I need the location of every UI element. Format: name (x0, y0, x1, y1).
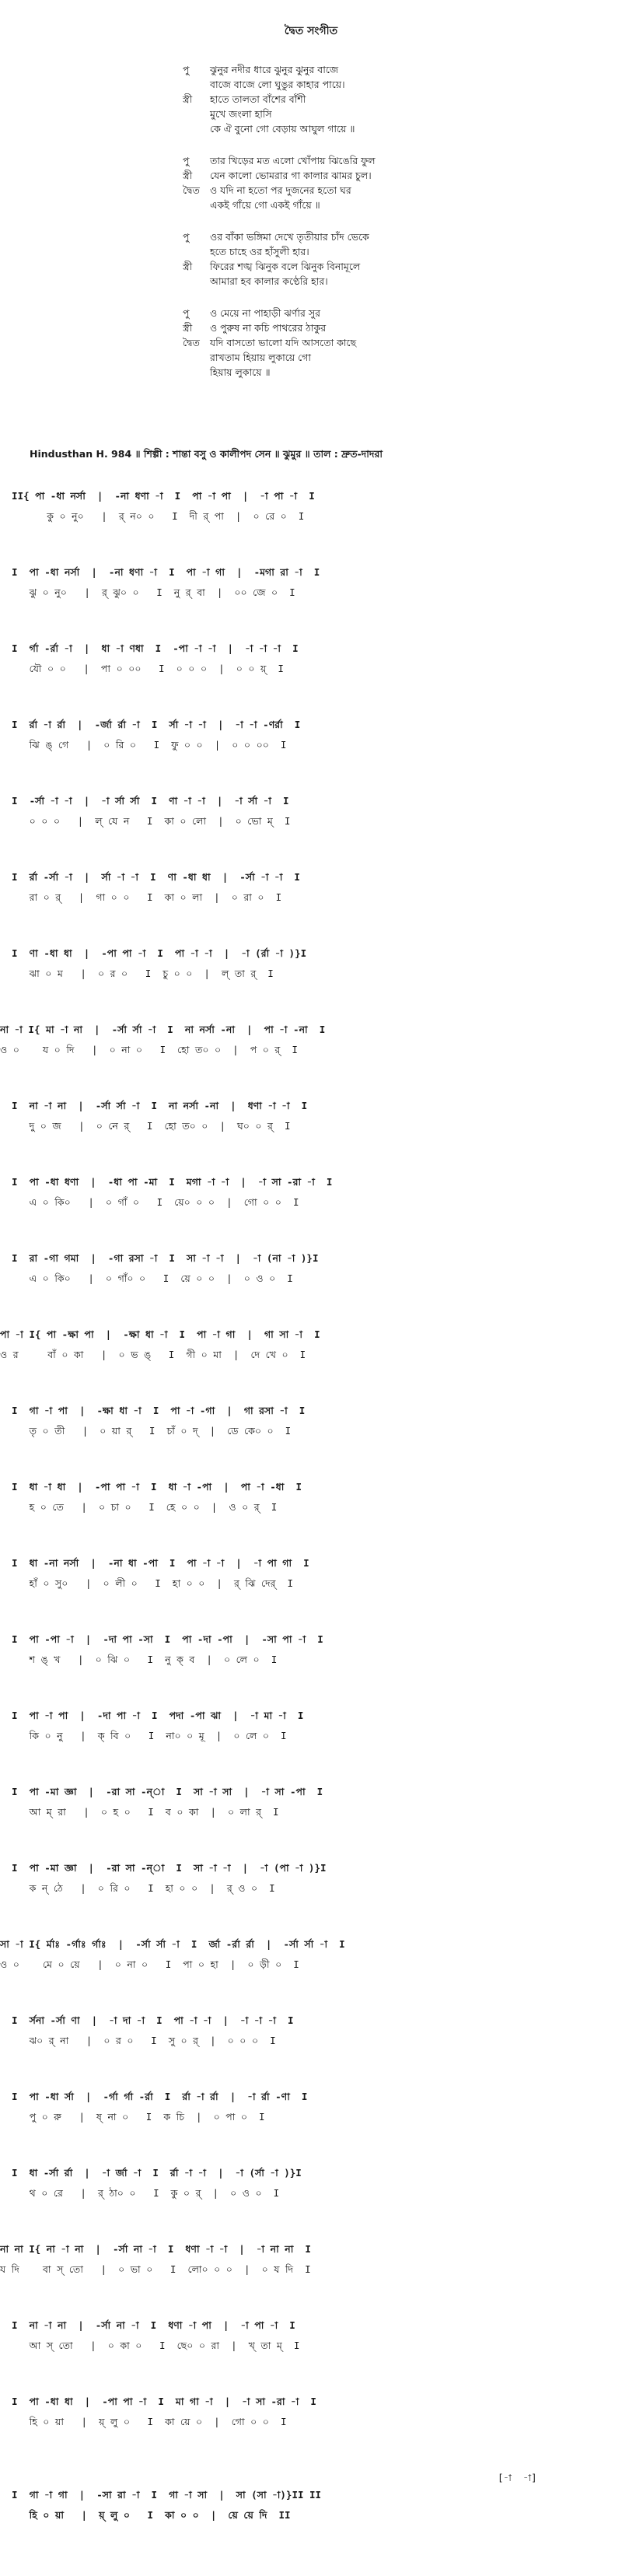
notation-row (0, 1633, 622, 1680)
lyric-syllable-line: যৌ ০ ০ | পা ০ ০০ I ০ ০ ০ | ০ ০ য়্ I (0, 663, 284, 674)
notation-row (0, 1557, 622, 1604)
lyric-syllable-line: কি ০ নু | ক্ বি ০ I না০ ০ মূ | ০ লে ০ I (0, 1730, 287, 1741)
singer-label (183, 107, 210, 121)
lyric-syllable-line: কু ০ নু০ | র্ ন০ ০ I দী র্ পা | ০ রে ০ I (0, 510, 305, 522)
singer-label: স্ত্রী (183, 322, 193, 334)
swara-line: I গা -া গা | -সা রা -া I গা -া সা | সা (সা -া)}II II (0, 2489, 322, 2501)
notation-row (0, 1252, 622, 1299)
swara-line: I ধা -না নর্সা | -না ধা -পা I পা -া -া | -া পা গা I (0, 1557, 309, 1569)
notation-row (0, 1176, 622, 1223)
notation-row (0, 1024, 622, 1070)
singer-label: পু (183, 64, 190, 75)
swara-line: I পা -পা -া | -দা পা -সা I পা -দা -পা | -সা পা -া I (0, 1633, 323, 1645)
swara-line: I র্গা -র্রা -া | ধা -া ণধা I -পা -া -া | -া -া -া I (0, 642, 299, 654)
lyric-text: ও মেয়ে না পাহাড়ী ঝর্ণার সুর (210, 307, 321, 319)
lyric-syllable-line: ক ন্ ঠে | ০ রি ০ I হা ০ ০ | র্ ও ০ I (0, 1882, 275, 1894)
lyric-text: যেন কালো ভোমরার গা কালার ঝামর চুল। (210, 170, 372, 181)
notation-row (0, 1786, 622, 1832)
singer-label: স্ত্রী (183, 93, 193, 105)
lyric-text: ও পুরুষ না কচি পাথরের ঠাকুর (210, 322, 327, 334)
lyric-line (183, 365, 587, 380)
notation-row (0, 871, 622, 918)
swara-line: I র্সনা -র্সা ণা | -া দা -া I পা -া -া | -া -া -া I (0, 2014, 294, 2026)
singer-label: দ্বৈত (183, 337, 200, 348)
lyric-text: ফিরের শঙ্খ ঝিনুক বলে ঝিনুক বিনামূলে (210, 261, 361, 272)
lyric-text: একই গাঁয়ে গো একই গাঁয়ে ॥ (210, 199, 320, 211)
lyric-text: হাতে তালতা বাঁশের বাঁশী (210, 93, 306, 105)
lyric-line (183, 77, 587, 92)
lyric-line (183, 244, 587, 259)
lyric-syllable-line: শ ঙ্ খ | ০ ঝি ০ I নু ক্ ব | ০ লে ০ I (0, 1654, 278, 1665)
lyric-text: আমারা হব কালার কণ্ঠেরি হার। (210, 275, 328, 287)
lyric-text: ও যদি না হতো পর দুজনের হতো ঘর (210, 184, 351, 196)
swara-line: I পা -মা জ্ঞা | -রা সা -ন্‌া I সা -া সা | -া সা -পা I (0, 1786, 323, 1797)
lyric-line (183, 62, 587, 77)
notation-row (0, 1862, 622, 1909)
lyric-line (183, 121, 587, 136)
lyric-line (183, 274, 587, 289)
lyric-text: ঝুনুর নদীর ধারে ঝুনুর ঝুনুর বাজে (210, 64, 339, 75)
lyric-line (183, 183, 587, 198)
swara-line: I পা -ধা র্সা | -র্গা র্গা -র্রা I র্রা -া র্রা | -া র্রা -ণা I (0, 2091, 308, 2102)
swara-line: I না -া না | -র্সা না -া I ধণা -া পা | -া পা -া I (0, 2319, 295, 2331)
lyric-syllable-line: পু ০ রু | ষ্ না ০ I ক চি | ০ পা ০ I (0, 2111, 265, 2123)
lyric-line (183, 153, 587, 168)
lyric-syllable-line: ঝ০ র্ না | ০ র ০ I সু ০ র্ | ০ ০ ০ I (0, 2035, 276, 2046)
lyric-line (183, 259, 587, 274)
lyric-syllable-line: দু ০ জ | ০ নে র্ I হো ত০ ০ | ঘ০ ০ র্ I (0, 1120, 291, 1132)
singer-label: স্ত্রী (183, 261, 193, 272)
swara-line: I -র্সা -া -া | -া র্সা র্সা I ণা -া -া | -া র্সা -া I (0, 795, 289, 807)
notation-row (0, 490, 622, 537)
lyric-line (183, 229, 587, 244)
lyric-line (183, 306, 587, 320)
swara-line: I পা -মা জ্ঞা | -রা সা -ন্‌া I সা -া -া | -া (পা -া )}I (0, 1862, 327, 1874)
lyric-syllable-line: ও ০ মে ০ য়ে | ০ না ০ I পা ০ হা | ০ ড়ী ০ I (0, 1958, 299, 1970)
lyric-syllable-line: ও র বাঁ ০ কা | ০ ভ ঙ্ I গী ০ মা | দে খে ০ I (0, 1349, 306, 1360)
lyric-line (183, 198, 587, 212)
lyric-text: মুখে জংলা হাসি (210, 108, 272, 120)
swara-line: না না I{ না -া না | -র্সা না -া I ধণা -া -া | -া না না I (0, 2243, 311, 2255)
swara-line: I র্রা -া র্রা | -র্জা র্রা -া I র্সা -া -া | -া -া -ণর্রা I (0, 719, 301, 730)
lyric-verse (183, 153, 587, 212)
swara-line: I ধা -া ধা | -পা পা -া I ধা -া -পা | পা -া -ধা I (0, 1481, 302, 1493)
lyric-text: হতে চাহে ওর হাঁসুলী হার। (210, 246, 309, 257)
lyric-syllable-line: হি ০ য়া | য়্ লু ০ I কা য়ে ০ | গো ০ ০ I (0, 2416, 287, 2427)
lyric-text: রাখতাম হিয়ায় লুকায়ে গো (210, 352, 312, 363)
lyric-verse (183, 229, 587, 289)
swara-line: না -া I{ মা -া না | -র্সা র্সা -া I না নর্সা -না | পা -া -না I (0, 1024, 326, 1035)
swara-line: I রা -গা গমা | -গা রসা -া I সা -া -া | -া (না -া )}I (0, 1252, 319, 1264)
lyric-syllable-line: আ স্ তো | ০ কা ০ I ছে০ ০ রা | খ্ তা ম্ I (0, 2340, 300, 2351)
swara-line: I র্রা -র্সা -া | র্সা -া -া I ণা -ধা ধা | -র্সা -া -া I (0, 871, 300, 883)
record-info-line: Hindusthan H. 984 ॥ শিল্পী : শান্তা বসু ও কালীপদ সেন ॥ ঝুমুর ॥ তাল : দ্রুত-দাদরা (30, 448, 383, 460)
swara-line: I পা -া পা | -দা পা -া I পদা -পা ঝা | -া মা -া I (0, 1710, 304, 1721)
singer-label (183, 350, 210, 365)
singer-label (183, 121, 210, 136)
lyric-text: কে ঐ বুনো গো বেড়ায় আঘুল গায়ে ॥ (210, 123, 355, 135)
lyric-syllable-line: হি ০ য়া | য়্ লু ০ I কা ০ ০ | য়ে য়ে দি II (0, 2509, 291, 2521)
swara-line: পা -া I{ পা -ক্ষা পা | -ক্ষা ধা -া I পা -া গা | গা সা -া I (0, 1328, 320, 1340)
lyric-syllable-line: আ ম্ রা | ০ হ ০ I ব ০ কা | ০ লা র্ I (0, 1806, 279, 1818)
lyric-syllable-line: ও ০ য ০ দি | ০ না ০ I হো ত০ ০ | প ০ র্ I (0, 1044, 298, 1055)
notation-row (0, 642, 622, 689)
lyric-syllable-line: এ ০ কি০ | ০ গাঁ০ ০ I য়ে ০ ০ | ০ ও ০ I (0, 1272, 293, 1284)
singer-label: স্ত্রী (183, 170, 193, 181)
lyric-text: যদি বাসতো ভালো যদি আসতো কাছে (210, 337, 357, 348)
swara-line: II{ পা -ধা নর্সা | -না ধণা -া I পা -া পা | -া পা -া I (0, 490, 315, 502)
swara-line: I গা -া পা | -ক্ষা ধা -া I পা -া -গা | গা রসা -া I (0, 1405, 306, 1416)
lyric-syllable-line: রা ০ র্ | গা ০ ০ I কা ০ লা | ০ রা ০ I (0, 891, 282, 903)
notation-row (0, 2243, 622, 2290)
singer-label (183, 365, 210, 380)
singer-label: পু (183, 231, 190, 243)
lyric-line (183, 320, 587, 335)
lyric-text: হিয়ায় লুকায়ে ॥ (210, 366, 271, 378)
lyric-syllable-line: ঝি ঙ্ গে | ০ রি ০ I ফু ০ ০ | ০ ০ ০০ I (0, 739, 287, 751)
swara-line: সা -া I{ র্মাঃ -র্গাঃ র্গাঃ | -র্সা র্সা -া I র্জা -র্রা র্রা | -র্সা র্সা -া I (0, 1938, 345, 1950)
lyric-verse (183, 62, 587, 136)
lyric-syllable-line: ঝা ০ ম | ০ র ০ I চু ০ ০ | ল্ তা র্ I (0, 968, 274, 979)
lyric-text: ওর বাঁকা ভঙ্গিমা দেখে তৃতীয়ার চাঁদ ভেকে (210, 231, 369, 243)
singer-label: দ্বৈত (183, 184, 200, 196)
swara-line: I পা -ধা ধণা | -ধা পা -মা I মগা -া -া | -া সা -রা -া I (0, 1176, 333, 1188)
lyric-syllable-line: ০ ০ ০ | ল্ যে ন I কা ০ লো | ০ ভো ম্ I (0, 815, 291, 827)
lyric-syllable-line: থ ০ রে | র্ ঠা০ ০ I কু ০ র্ | ০ ও ০ I (0, 2187, 280, 2199)
final-bracket-note: [-া -া] (498, 2472, 537, 2483)
notation-row (0, 1328, 622, 1375)
swara-line: I পা -ধা নর্সা | -না ধণা -া I পা -া গা | -মগা রা -া I (0, 566, 320, 578)
singer-label: পু (183, 155, 190, 166)
page-title: দ্বৈত সংগীত (284, 25, 338, 37)
singer-label (183, 244, 210, 259)
swara-line: I পা -ধা ধা | -পা পা -া I মা গা -া | -া সা -রা -া I (0, 2396, 316, 2407)
lyric-syllable-line: য দি বা স্ তো | ০ ভা ০ I লো০ ০ ০ | ০ য দি I (0, 2263, 311, 2275)
notation-row (0, 795, 622, 842)
notation-row (0, 1481, 622, 1528)
lyric-text: তার খিড়ের মত এলো খোঁপায় ঝিঙেরি ফুল (210, 155, 376, 166)
lyric-line (183, 335, 587, 350)
notation-row (0, 2319, 622, 2366)
lyric-line (183, 350, 587, 365)
swara-line: I ধা -র্সা র্রা | -া র্জা -া I র্রা -া -া | -া (র্সা -া )}I (0, 2167, 302, 2179)
swara-line: I না -া না | -র্সা র্সা -া I না নর্সা -না | ধণা -া -া I (0, 1100, 308, 1111)
swara-line: I ণা -ধা ধা | -পা পা -া I পা -া -া | -া (র্রা -া )}I (0, 947, 307, 959)
singer-label: পু (183, 307, 190, 319)
lyric-line (183, 168, 587, 183)
notation-row (0, 2014, 622, 2061)
lyric-line (183, 107, 587, 121)
singer-label (183, 274, 210, 289)
notation-row (0, 1405, 622, 1451)
lyric-syllable-line: তৃ ০ তী | ০ য়া র্ I চাঁ ০ দ্ | ডে কে০ ০ I (0, 1425, 292, 1437)
singer-label (183, 77, 210, 92)
notation-row (0, 566, 622, 613)
lyric-verse (183, 306, 587, 380)
singer-label (183, 198, 210, 212)
lyric-syllable-line: হ ০ তে | ০ চা ০ I হে ০ ০ | ও ০ র্ I (0, 1501, 278, 1513)
notation-row (0, 1938, 622, 1985)
notation-final-row (0, 2472, 622, 2534)
notation-row (0, 1100, 622, 1146)
notation-row (0, 2167, 622, 2214)
lyric-text: বাজে বাজে লো ঘুঙুর কাহার পায়ে। (210, 79, 345, 90)
lyric-line (183, 92, 587, 107)
notation-row (0, 2091, 622, 2137)
lyric-syllable-line: ঝু ০ নু০ | র্ ঝু০ ০ I নু র্ বা | ০০ জে ০ I (0, 586, 295, 598)
lyrics-block (183, 62, 587, 397)
notation-row (0, 947, 622, 994)
lyric-syllable-line: এ ০ কি০ | ০ গাঁ ০ I য়ে০ ০ ০ | গো ০ ০ I (0, 1196, 299, 1208)
notation-row (0, 1710, 622, 1756)
notation-row (0, 2396, 622, 2442)
lyric-syllable-line: হাঁ ০ সু০ | ০ লী ০ I হা ০ ০ | র্ ঝি দের্ I (0, 1577, 294, 1589)
notation-row (0, 719, 622, 765)
